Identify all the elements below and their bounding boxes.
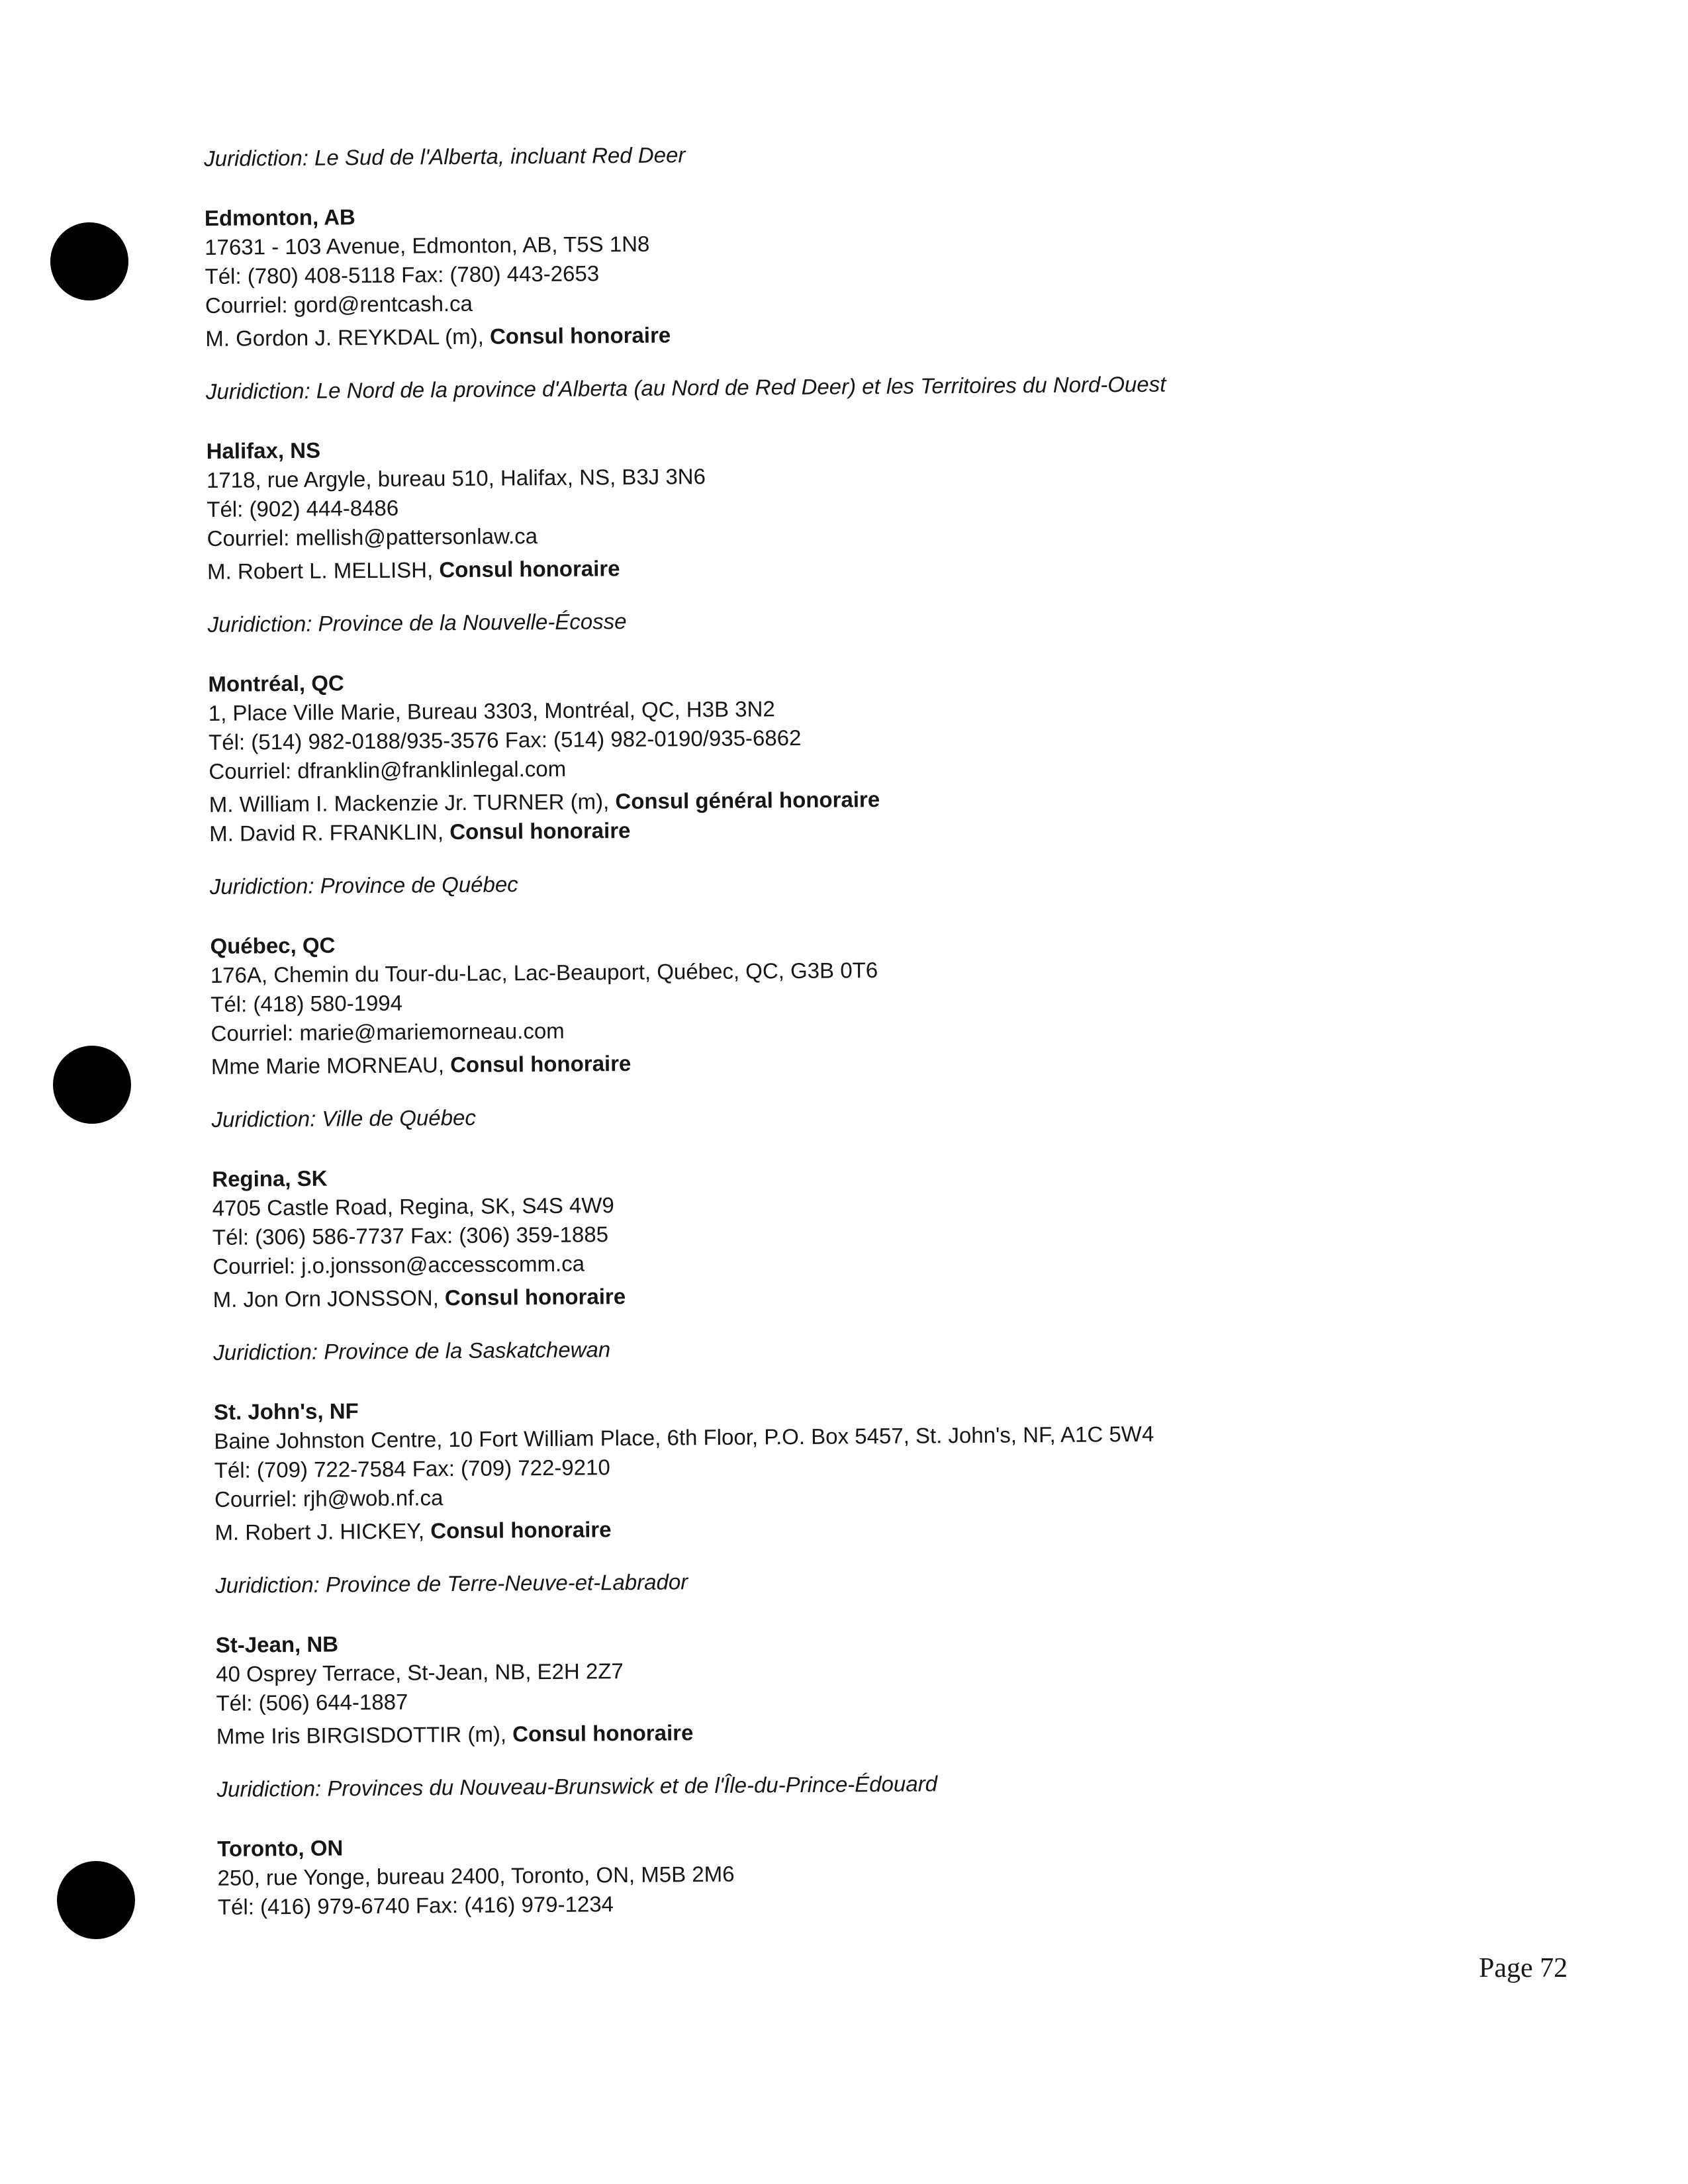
top-jurisdiction: Juridiction: Le Sud de l'Alberta, incluant Red Deer [204,142,686,171]
consul-name: M. Jon Orn JONSSON, [212,1285,445,1312]
consul-title: Consul honoraire [444,1284,626,1310]
contact-line: 40 Osprey Terrace, St-Jean, NB, E2H 2Z7 [216,1659,624,1686]
jurisdiction-line: Juridiction: Province de Québec [209,872,518,899]
jurisdiction-line: Juridiction: Le Nord de la province d'Alberta (au Nord de Red Deer) et les Territoires du Nord-Ouest [205,371,1166,404]
consulate-entry [212,1155,1471,1367]
contact-line: Tél: (514) 982-0188/935-3576 Fax: (514) 982-0190/935-6862 [208,725,802,754]
consul-title: Consul honoraire [449,817,631,844]
consul-title: Consul honoraire [449,1050,632,1077]
contact-line: Tél: (902) 444-8486 [207,495,399,522]
contact-line: Courriel: j.o.jonsson@accesscomm.ca [212,1251,585,1279]
consul-title: Consul général honoraire [615,787,880,814]
contact-line: Courriel: mellish@pattersonlaw.ca [207,523,538,551]
contact-line: Tél: (416) 979-6740 Fax: (416) 979-1234 [217,1891,614,1919]
consul-title: Consul honoraire [439,556,620,582]
city-heading: St-Jean, NB [215,1631,339,1657]
city-heading: Montréal, QC [208,670,344,696]
contact-line: Tél: (418) 580-1994 [211,990,403,1017]
consul-name: Mme Marie MORNEAU, [211,1052,451,1079]
contact-line: Tél: (780) 408-5118 Fax: (780) 443-2653 [205,261,600,289]
consul-line [207,547,1465,586]
contact-line: Baine Johnston Centre, 10 Fort William Place, 6th Floor, P.O. Box 5457, St. John's, NF, A1C 5W4 [214,1421,1154,1453]
hole-punch-bottom [57,1861,135,1939]
consul-name: Mme Iris BIRGISDOTTIR (m), [216,1721,513,1749]
consul-title: Consul honoraire [489,322,671,349]
consul-name: M. Robert J. HICKEY, [214,1518,431,1545]
city-heading: Québec, QC [210,933,336,958]
consulate-entry [210,922,1469,1134]
consul-line [205,314,1463,353]
jurisdiction-line: Juridiction: Province de la Nouvelle-Écosse [207,609,627,637]
consul-name: M. Robert L. MELLISH, [207,557,440,584]
contact-line: 4705 Castle Road, Regina, SK, S4S 4W9 [212,1193,614,1220]
consulate-entry [208,660,1468,901]
consulate-entry [216,1621,1475,1804]
consul-line [213,1275,1471,1314]
contact-line: Courriel: gord@rentcash.ca [205,291,473,318]
jurisdiction-line: Juridiction: Province de Terre-Neuve-et-Labrador [214,1569,688,1598]
consul-name: M. William I. Mackenzie Jr. TURNER (m), [209,789,616,817]
consulate-entry [217,1825,1476,1922]
contact-line: Courriel: dfranklin@franklinlegal.com [209,756,567,784]
contact-line: 176A, Chemin du Tour-du-Lac, Lac-Beauport, Québec, QC, G3B 0T6 [210,958,878,987]
contact-line: Tél: (709) 722-7584 Fax: (709) 722-9210 [214,1455,610,1482]
contact-line: 250, rue Yonge, bureau 2400, Toronto, ON, M5B 2M6 [217,1861,735,1890]
hole-punch-middle [53,1046,131,1124]
consulate-entry [205,194,1464,406]
city-heading: Halifax, NS [206,437,321,463]
city-heading: St. John's, NF [213,1398,359,1424]
contact-line: Courriel: rjh@wob.nf.ca [214,1485,444,1512]
city-heading: Edmonton, AB [204,205,355,230]
hole-punch-top [50,222,128,300]
contact-line: 17631 - 103 Avenue, Edmonton, AB, T5S 1N8 [205,231,650,259]
jurisdiction-line: Juridiction: Provinces du Nouveau-Brunswick et de l'Île-du-Prince-Édouard [216,1771,938,1801]
jurisdiction-line: Juridiction: Ville de Québec [211,1105,477,1132]
entry-list [205,194,1476,1922]
jurisdiction-line: Juridiction: Province de la Saskatchewan [213,1337,611,1365]
city-heading: Regina, SK [212,1165,328,1191]
consul-name: M. Gordon J. REYKDAL (m), [205,324,491,351]
consulate-entry [214,1388,1473,1600]
consul-title: Consul honoraire [430,1517,612,1543]
page-number: Page 72 [1479,1953,1568,1983]
consul-line [214,1508,1472,1547]
contact-line: Courriel: marie@mariemorneau.com [211,1018,565,1046]
contact-line: 1718, rue Argyle, bureau 510, Halifax, NS, B3J 3N6 [206,464,706,492]
consul-title: Consul honoraire [512,1720,694,1747]
contact-line: 1, Place Ville Marie, Bureau 3303, Montréal, QC, H3B 3N2 [208,696,775,725]
consulate-listing [204,134,1476,1922]
city-heading: Toronto, ON [217,1835,344,1861]
contact-line: Tél: (506) 644-1887 [216,1689,408,1715]
consul-name: M. David R. FRANKLIN, [209,819,450,846]
contact-line: Tél: (306) 586-7737 Fax: (306) 359-1885 [212,1222,609,1250]
consul-line [216,1712,1474,1751]
consulate-entry [206,427,1465,639]
consul-line [211,1042,1469,1081]
